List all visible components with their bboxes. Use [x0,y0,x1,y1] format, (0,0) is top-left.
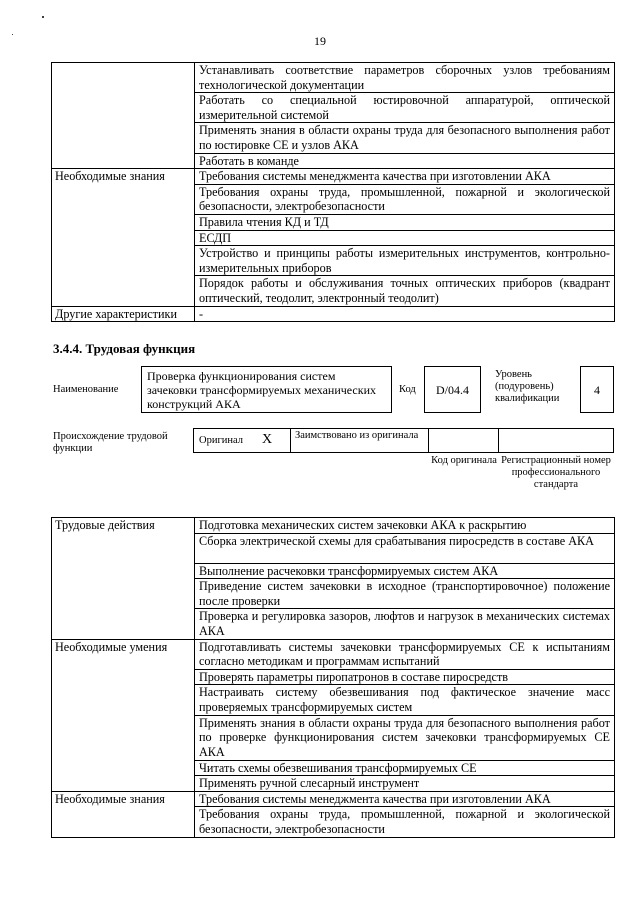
level-value: 4 [594,383,600,397]
row-label: Необходимые знания [52,791,195,837]
borrowed-label: Заимствовано из оригинала [295,430,419,441]
row-label: Другие характеристики [52,306,195,322]
table-row [52,518,615,534]
row-label: Необходимые знания [52,169,195,306]
table-row [52,791,615,807]
row-text: ЕСДП [195,230,615,246]
row-text: Подготавливать системы зачековки трансформируемых СЕ к испытаниям согласно методикам и программам испытаний [195,639,615,669]
row-text: Применять знания в области охраны труда для безопасного выполнения работ по юстировке СЕ и узлов АКА [195,123,615,153]
row-text: Применять ручной слесарный инструмент [195,776,615,792]
row-text: Работать со специальной юстировочной аппаратурой, оптической измерительной системой [195,93,615,123]
origin-label: Происхождение трудовой функции [53,431,168,454]
row-text: Проверять параметры пиропатронов в составе пиросредств [195,669,615,685]
scan-speck [42,16,44,18]
row-text: - [195,306,615,322]
reg-number-caption: Регистрационный номер профессионального стандарта [501,455,611,490]
original-label: Оригинал [199,435,243,446]
page-number: 19 [314,34,326,48]
origin-divider [428,428,429,453]
row-text: Читать схемы обезвешивания трансформируемых СЕ [195,760,615,776]
code-label: Код [399,384,416,395]
row-text: Сборка электрической схемы для срабатывания пиросредств в составе АКА [195,533,615,563]
row-text: Требования охраны труда, промышленной, пожарной и экологической безопасности, электробезопасности [195,807,615,837]
row-text: Настраивать систему обезвешивания под фактическое значение масс проверяемых трансформируемых систем [195,685,615,715]
name-value-box [141,366,392,413]
row-text: Приведение систем зачековки в исходное (транспортировочное) положение после проверки [195,579,615,609]
row-label: Трудовые действия [52,518,195,640]
row-text: Проверка и регулировка зазоров, люфтов и нагрузок в механических системах АКА [195,609,615,639]
row-text: Устанавливать соответствие параметров сборочных узлов требованиям технологической документации [195,63,615,93]
table-row [52,639,615,669]
row-text: Устройство и принципы работы измерительных инструментов, контрольно-измерительных приборов [195,246,615,276]
row-text: Подготовка механических систем зачековки АКА к раскрытию [195,518,615,534]
code-value-box [424,366,481,413]
origin-divider [290,428,291,453]
row-text: Требования охраны труда, промышленной, пожарной и экологической безопасности, электробезопасности [195,184,615,214]
row-text: Правила чтения КД и ТД [195,214,615,230]
section-title: 3.4.4. Трудовая функция [53,341,196,356]
origin-divider [498,428,499,453]
code-value: D/04.4 [436,383,469,397]
row-text: Работать в команде [195,153,615,169]
name-label: Наименование [53,384,119,395]
original-mark: X [262,432,273,447]
table-row [52,169,615,185]
skills-knowledge-table-continued [51,62,615,322]
code-original-caption: Код оригинала [431,455,497,466]
row-text: Требования системы менеджмента качества при изготовлении АКА [195,169,615,185]
name-value: Проверка функционирования систем зачековки трансформируемых механических конструкций АКА [147,369,376,411]
labor-function-table [51,517,615,838]
table-row [52,306,615,322]
table-row [52,63,615,93]
row-label: Необходимые умения [52,639,195,791]
row-text: Требования системы менеджмента качества при изготовлении АКА [195,791,615,807]
row-text: Применять знания в области охраны труда для безопасного выполнения работ по проверке функционирования систем зачековки трансформируемых СЕ АКА [195,715,615,760]
row-text: Выполнение расчековки трансформируемых систем АКА [195,563,615,579]
level-label: Уровень (подуровень) квалификации [495,369,560,404]
row-text: Порядок работы и обслуживания точных оптических приборов (квадрант оптический, теодолит, электронный теодолит) [195,276,615,306]
row-label [52,63,195,169]
level-value-box [580,366,614,413]
